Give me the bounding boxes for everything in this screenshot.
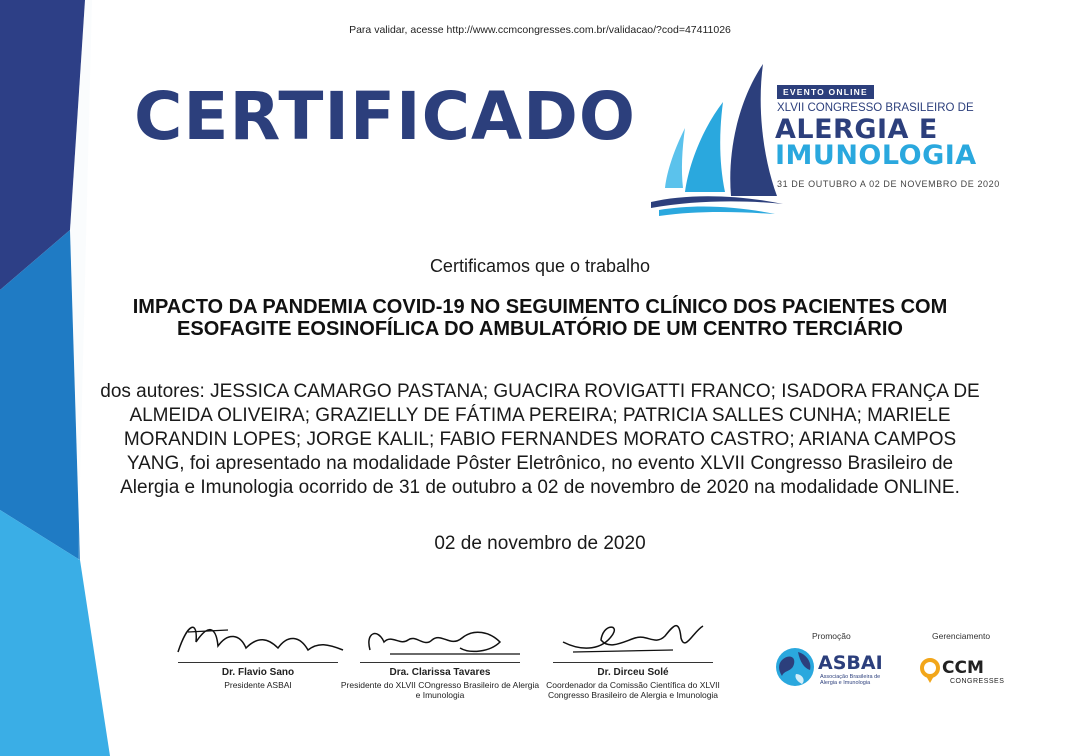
signature-block-scientific-coordinator — [528, 612, 738, 700]
signer-name: Dr. Dirceu Solé — [597, 667, 669, 678]
asbai-name: ASBAI — [818, 652, 883, 674]
signer-name: Dr. Flavio Sano — [221, 667, 295, 678]
event-dates: 31 DE OUTUBRO A 02 DE NOVEMBRO DE 2020 — [777, 179, 1000, 189]
signer-role: Coordenador da Comissão Científica do XLVII Congresso Brasileiro de Alergia e Imunologia — [546, 680, 720, 700]
signature-scribble-icon — [543, 612, 723, 662]
intro-text: Certificamos que o trabalho — [429, 256, 651, 276]
decorative-left-band — [0, 0, 120, 756]
event-subtitle: XLVII CONGRESSO BRASILEIRO DE — [777, 102, 974, 114]
signer-role: Presidente do XLVII COngresso Brasileiro de Alergia e Imunologia — [340, 680, 540, 700]
sailboat-icon — [645, 58, 795, 218]
event-online-badge: EVENTO ONLINE — [777, 85, 874, 99]
event-name-line2: IMUNOLOGIA — [775, 140, 977, 171]
signature-block-congress-president — [340, 612, 540, 700]
globe-icon — [774, 646, 816, 688]
pin-icon — [920, 658, 940, 684]
certificate-body-text: dos autores: JESSICA CAMARGO PASTANA; GUACIRA ROVIGATTI FRANCO; ISADORA FRANÇA DE ALMEIDA OLIVEIRA; GRAZIELLY DE FÁTIMA PEREIRA; PATRICIA SALLES CUNHA; MARIELE MORANDIN LOPES; JORGE KALIL; FABIO FERNANDES MORATO CASTRO; ARIANA CAMPOS YANG, foi apresentado na modalidade Pôster Eletrônico, no evento XLVII Congresso Brasileiro de Alergia e Imunologia ocorrido de 31 de outubro a 02 de novembro de 2020 na modalidade ONLINE. — [100, 381, 980, 498]
asbai-subtitle: Associação Brasileira de Alergia e Imunologia — [820, 674, 881, 686]
signer-name: Dra. Clarissa Tavares — [389, 667, 491, 678]
ccm-subtitle: CONGRESSES — [950, 678, 1005, 685]
promocao-label: Promoção — [812, 631, 851, 641]
signature-block-president-asbai — [158, 612, 358, 690]
asbai-logo — [774, 646, 894, 690]
validation-url-text: Para validar, acesse http://www.ccmcongresses.com.br/validacao/?cod=47411026 — [349, 24, 731, 36]
gerenciamento-label: Gerenciamento — [932, 631, 991, 641]
event-name-line1: ALERGIA E — [775, 114, 938, 145]
work-title: IMPACTO DA PANDEMIA COVID-19 NO SEGUIMENTO CLÍNICO DOS PACIENTES COM ESOFAGITE EOSINOFÍLICA DO AMBULATÓRIO DE UM CENTRO TERCIÁRIO — [132, 296, 948, 340]
signature-scribble-icon — [168, 612, 348, 662]
ccm-name: CCM — [942, 658, 984, 678]
event-logo — [645, 58, 1005, 218]
ccm-logo — [920, 656, 1010, 692]
signer-role: Presidente ASBAI — [224, 680, 292, 690]
signature-scribble-icon — [350, 612, 530, 662]
certificate-title: CERTIFICADO — [134, 78, 637, 155]
issue-date: 02 de novembro de 2020 — [434, 533, 646, 554]
